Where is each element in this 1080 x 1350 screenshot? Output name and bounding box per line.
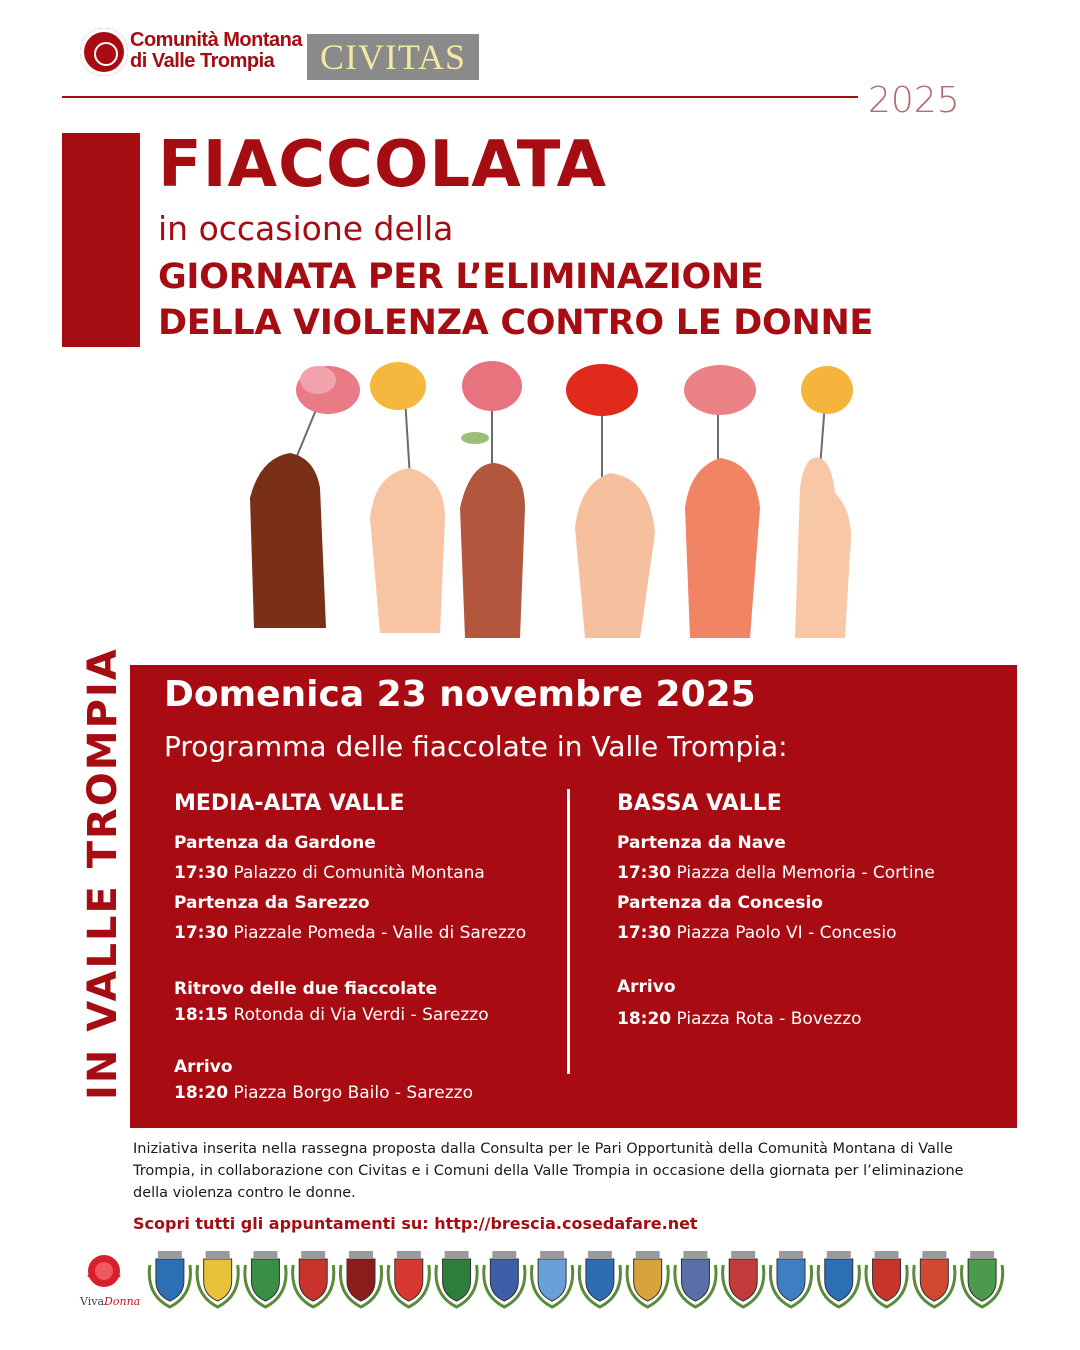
municipal-crest-icon: [675, 1251, 716, 1307]
discover-link[interactable]: http://brescia.cosedafare.net: [434, 1214, 698, 1233]
title-accent-bar: [62, 133, 140, 347]
municipal-crest-icon: [579, 1251, 620, 1307]
meet-line: [174, 1003, 574, 1027]
left-arrival-label: Arrivo: [174, 1057, 233, 1077]
side-label: IN VALLE TROMPIA: [80, 647, 126, 1100]
right-arrival-label: Arrivo: [617, 977, 676, 997]
hand-flower-5: [684, 365, 760, 638]
municipal-crest-icon: [388, 1251, 429, 1307]
left-heading: MEDIA-ALTA VALLE: [174, 791, 405, 816]
start1-time: 17:30: [174, 863, 229, 883]
municipal-crest-icon: [149, 1251, 190, 1307]
municipal-crest-icon: [962, 1251, 1003, 1307]
start2-place: Piazzale Pomeda - Valle di Sarezzo: [233, 923, 527, 943]
start1-place: Palazzo di Comunità Montana: [233, 863, 485, 883]
right-heading: BASSA VALLE: [617, 791, 782, 816]
discover-prefix: Scopri tutti gli appuntamenti su:: [133, 1214, 435, 1233]
municipal-crest-icon: [197, 1251, 238, 1307]
vivadonna-logo: [88, 1255, 120, 1287]
discover-line: [133, 1214, 698, 1233]
flower-hands-illustration: [230, 358, 860, 648]
start1-line: [174, 861, 574, 885]
left-arrival-line: [174, 1081, 574, 1105]
header-rule: [62, 96, 858, 98]
r-start1-place: Piazza della Memoria - Cortine: [676, 863, 935, 883]
r-start1-label: Partenza da Nave: [617, 833, 786, 853]
municipal-crest-icon: [914, 1251, 955, 1307]
r-start1-time: 17:30: [617, 863, 672, 883]
page-title: FIACCOLATA: [158, 128, 607, 202]
year: 2025: [868, 80, 960, 121]
left-column: [174, 787, 574, 1105]
program-panel: [130, 665, 1017, 1128]
municipal-crest-icon: [818, 1251, 859, 1307]
start2-label: Partenza da Sarezzo: [174, 893, 370, 913]
municipal-crest-icon: [340, 1251, 381, 1307]
initiative-note: Iniziativa inserita nella rassegna proposta dalla Consulta per le Pari Opportunità della Comunità Montana di Valle Trompia, in collaborazione con Civitas e i Comuni della Valle Trompia in occasione della giornata per l’eliminazione della violenza contro le donne.: [133, 1141, 964, 1201]
r-start2-time: 17:30: [617, 923, 672, 943]
r-start2-line: [617, 921, 1017, 945]
program-title: Programma delle fiaccolate in Valle Trompia:: [164, 730, 788, 763]
municipal-crest-icon: [532, 1251, 573, 1307]
start2-line: [174, 921, 574, 945]
event-date: Domenica 23 novembre 2025: [164, 674, 756, 715]
municipal-crest-icon: [866, 1251, 907, 1307]
right-arrival-place: Piazza Rota - Bovezzo: [676, 1009, 862, 1029]
municipal-crest-icon: [293, 1251, 334, 1307]
right-arrival-time: 18:20: [617, 1009, 672, 1029]
hand-flower-2: [370, 362, 445, 633]
meet-place: Rotonda di Via Verdi - Sarezzo: [233, 1005, 489, 1025]
hand-flower-1: [250, 366, 360, 628]
crest-row: [149, 1251, 1002, 1307]
municipal-crest-icon: [723, 1251, 764, 1307]
meet-label: Ritrovo delle due fiaccolate: [174, 979, 438, 999]
right-arrival-line: [617, 1007, 1017, 1031]
vivadonna-label: VivaDonna: [80, 1295, 141, 1308]
r-start2-place: Piazza Paolo VI - Concesio: [676, 923, 897, 943]
municipal-crest-icon: [484, 1251, 525, 1307]
headline-line-1: GIORNATA PER L’ELIMINAZIONE: [158, 257, 764, 297]
municipal-crests-strip: [76, 1245, 1016, 1315]
start1-label: Partenza da Gardone: [174, 833, 376, 853]
civitas-logo: CIVITAS: [307, 34, 479, 80]
meet-time: 18:15: [174, 1005, 229, 1025]
comunita-montana-seal-icon: [80, 28, 128, 76]
org-name: Comunità Montana di Valle Trompia: [130, 29, 302, 72]
subtitle: in occasione della: [158, 209, 454, 248]
municipal-crest-icon: [436, 1251, 477, 1307]
hand-flower-3: [460, 361, 525, 638]
hand-flower-4: [566, 364, 655, 638]
hand-flower-6: [795, 366, 853, 638]
municipal-crest-icon: [627, 1251, 668, 1307]
headline: [158, 254, 873, 346]
left-arrival-time: 18:20: [174, 1083, 229, 1103]
right-column: [617, 787, 1017, 1031]
headline-line-2: DELLA VIOLENZA CONTRO LE DONNE: [158, 303, 874, 343]
municipal-crest-icon: [770, 1251, 811, 1307]
r-start2-label: Partenza da Concesio: [617, 893, 823, 913]
left-arrival-place: Piazza Borgo Bailo - Sarezzo: [233, 1083, 473, 1103]
r-start1-line: [617, 861, 1017, 885]
start2-time: 17:30: [174, 923, 229, 943]
municipal-crest-icon: [245, 1251, 286, 1307]
